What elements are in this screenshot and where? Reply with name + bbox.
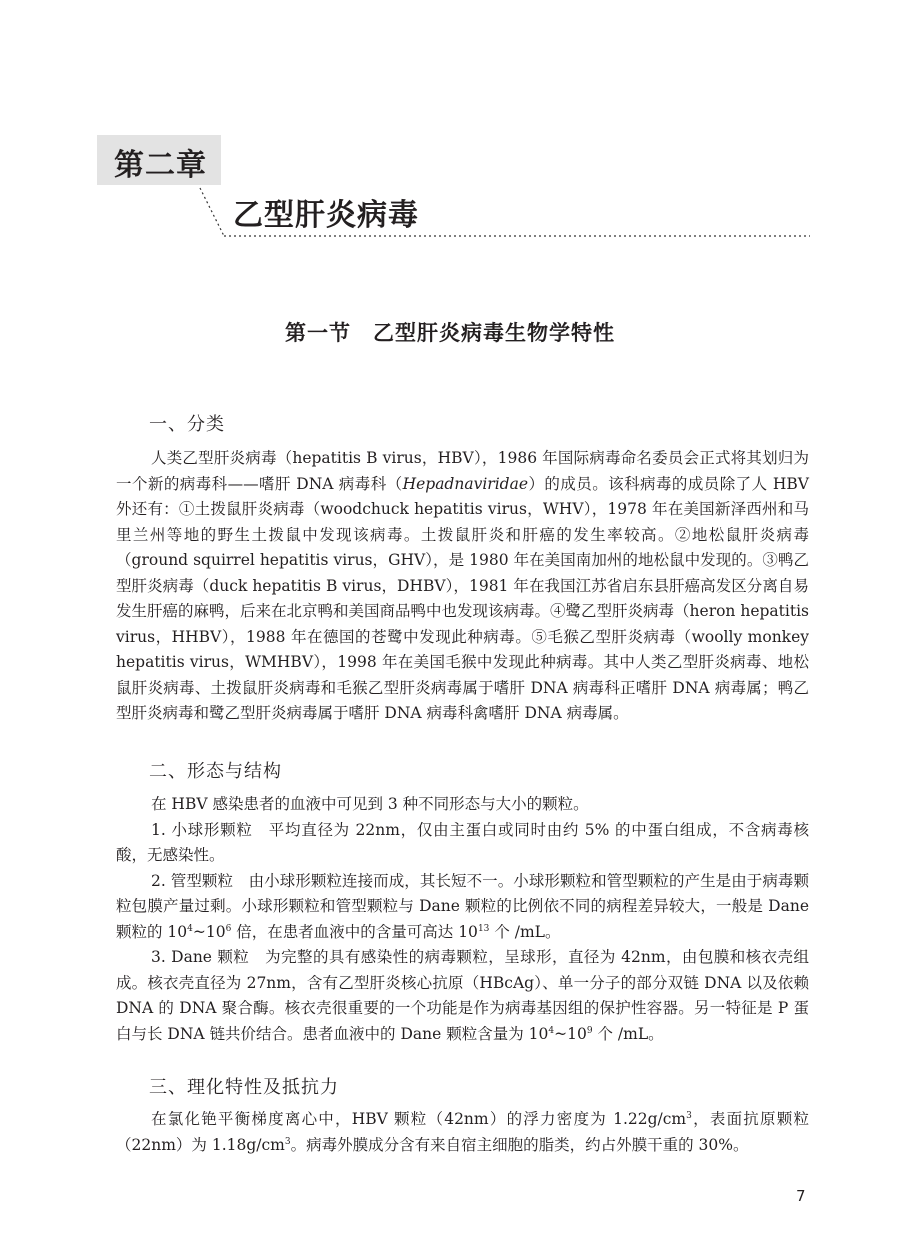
family-latin-name: Hepadnaviridae bbox=[402, 474, 528, 493]
section-number: 第一节 bbox=[285, 320, 351, 345]
morphology-item-small-spherical: 1. 小球形颗粒 平均直径为 22nm，仅由主蛋白或同时由约 5% 的中蛋白组成，不含病毒核酸，无感染性。 bbox=[116, 820, 809, 864]
section-title-text: 乙型肝炎病毒生物学特性 bbox=[373, 320, 615, 345]
page-number: 7 bbox=[796, 1187, 806, 1205]
heading-physchem: 三、理化特性及抵抗力 bbox=[149, 1077, 339, 1098]
morphology-intro: 在 HBV 感染患者的血液中可见到 3 种不同形态与大小的颗粒。 bbox=[151, 795, 589, 813]
chapter-title: 乙型肝炎病毒 bbox=[233, 198, 419, 233]
morphology-item-dane: 3. Dane 颗粒 为完整的具有感染性的病毒颗粒，呈球形，直径为 42nm，由包膜和核衣壳组成。核衣壳直径为 27nm，含有乙型肝炎核心抗原（HBcAg）、单一分子的部分双链 DNA 以及依赖 DNA 的 DNA 聚合酶。核衣壳很重要的一个功能是作为病毒基因组的保护性容器。另一特征是 P 蛋白与长 DNA 链共价结合。患者血液中的 Dane 颗粒含量为 $10^4\sim 10^9$ 个 /mL。 bbox=[116, 948, 809, 1043]
section-title bbox=[0, 317, 900, 347]
heading-morphology: 二、形态与结构 bbox=[149, 761, 282, 782]
classification-paragraph: 人类乙型肝炎病毒（hepatitis B virus，HBV），1986 年国际病毒命名委员会正式将其划归为一个新的病毒科——嗜肝 DNA 病毒科（Hepadnaviridae）的成员。该科病毒的成员除了人 HBV 外还有：①土拨鼠肝炎病毒（woodchuck hepatitis virus，WHV），1978 年在美国新泽西州和马里兰州等地的野生土拨鼠中发现该病毒。土拨鼠肝炎和肝癌的发生率较高。②地松鼠肝炎病毒（ground squirrel hepatitis virus，GHV），是 1980 年在美国南加州的地松鼠中发现的。③鸭乙型肝炎病毒（duck hepatitis B virus，DHBV），1981 年在我国江苏省启东县肝癌高发区分离自易发生肝癌的麻鸭，后来在北京鸭和美国商品鸭中也发现该病毒。④鹭乙型肝炎病毒（heron hepatitis virus，HHBV），1988 年在德国的苍鹭中发现此种病毒。⑤毛猴乙型肝炎病毒（woolly monkey hepatitis virus，WMHBV），1998 年在美国毛猴中发现此种病毒。其中人类乙型肝炎病毒、地松鼠肝炎病毒、土拨鼠肝炎病毒和毛猴乙型肝炎病毒属于嗜肝 DNA 病毒科正嗜肝 DNA 病毒属；鸭乙型肝炎病毒和鹭乙型肝炎病毒属于嗜肝 DNA 病毒科禽嗜肝 DNA 病毒属。 bbox=[116, 449, 809, 722]
morphology-item-tubular: 2. 管型颗粒 由小球形颗粒连接而成，其长短不一。小球形颗粒和管型颗粒的产生是由于病毒颗粒包膜产量过剩。小球形颗粒和管型颗粒与 Dane 颗粒的比例依不同的病程差异较大，一般是 Dane 颗粒的 $10^4\sim 10^6$ 倍，在患者血液中的含量可高达 $10^{13}$ 个 /mL。 bbox=[116, 871, 809, 941]
chapter-label: 第二章 bbox=[114, 148, 207, 183]
morphology-body bbox=[116, 792, 809, 1047]
physchem-body bbox=[116, 1107, 809, 1158]
chapter-dotted-leader bbox=[0, 0, 900, 260]
classification-body bbox=[116, 446, 809, 727]
physchem-paragraph: 在氯化铯平衡梯度离心中，HBV 颗粒（42nm）的浮力密度为 $1.22g/cm^3$，表面抗原颗粒（22nm）为 $1.18g/cm^3$。病毒外膜成分含有来自宿主细胞的脂类，约占外膜干重的 30%。 bbox=[116, 1110, 809, 1154]
heading-classification: 一、分类 bbox=[149, 414, 225, 435]
